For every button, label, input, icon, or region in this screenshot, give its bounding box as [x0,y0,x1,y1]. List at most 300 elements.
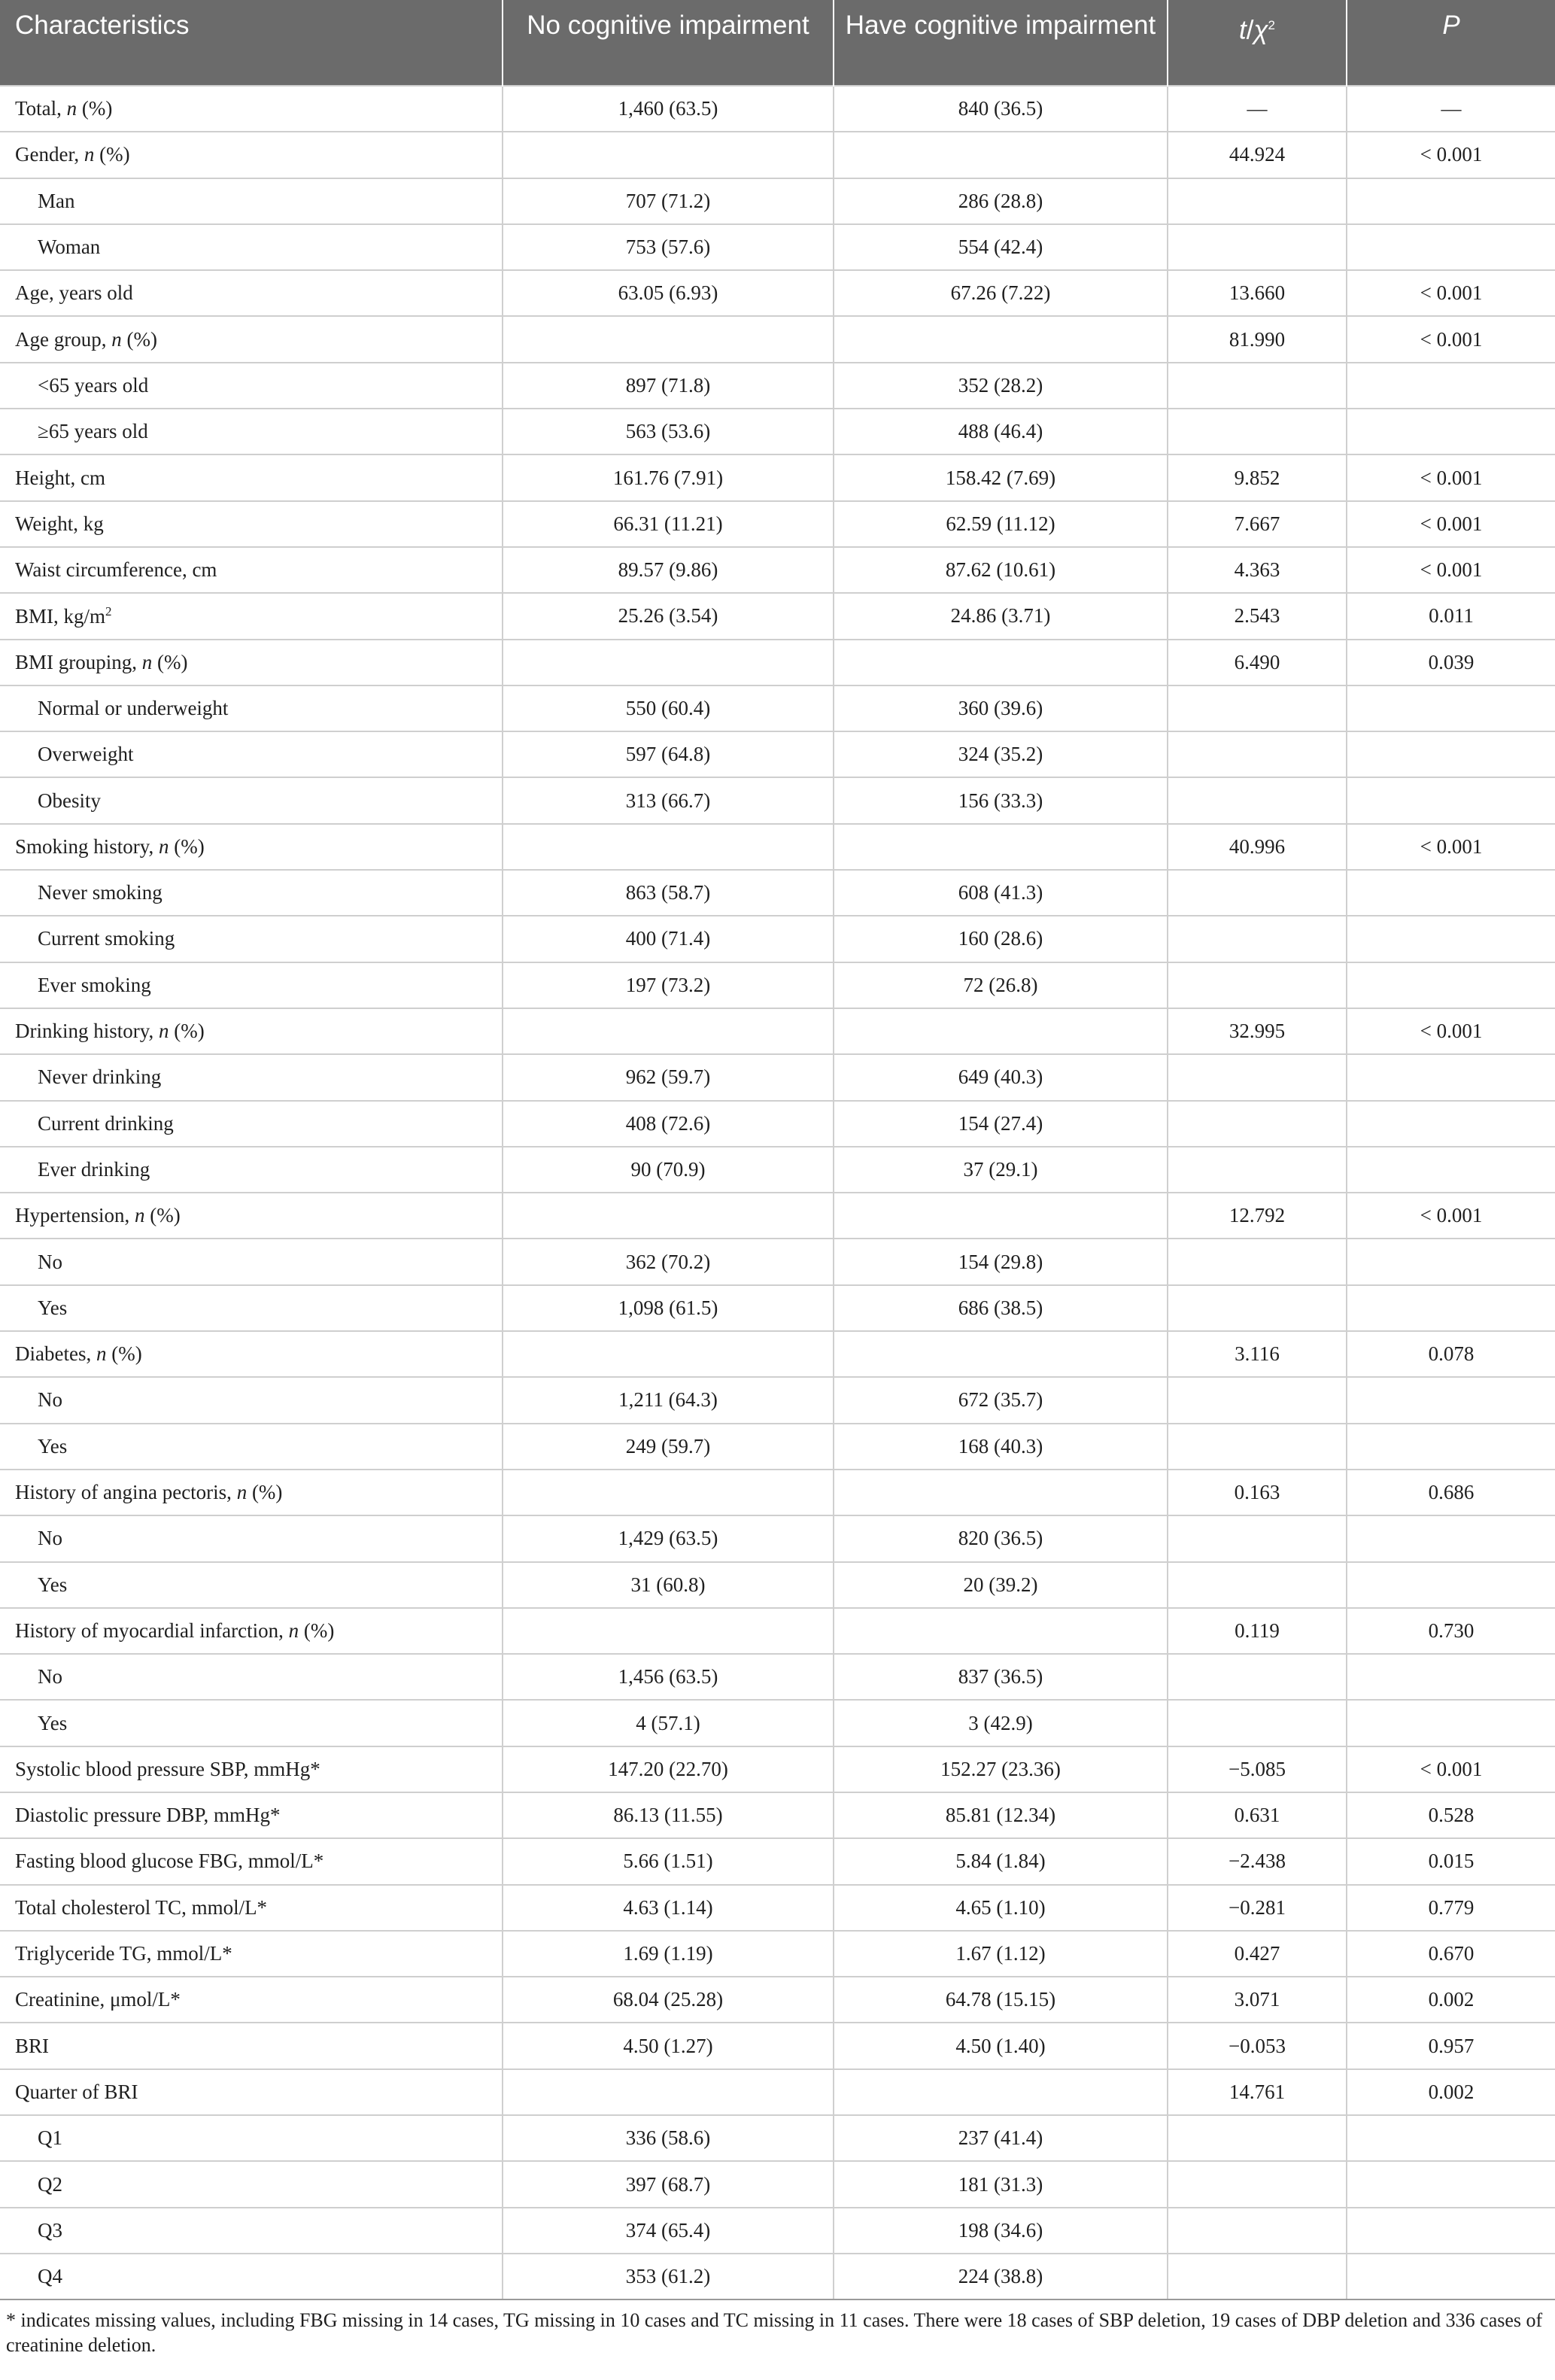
cell-have-cognitive-impairment: 154 (29.8) [834,1239,1168,1284]
row-characteristic [0,409,503,454]
cell-have-cognitive-impairment [834,640,1168,685]
cell-test-statistic [1168,2208,1347,2254]
cell-have-cognitive-impairment: 85.81 (12.34) [834,1792,1168,1838]
characteristic-unit-tail: (%) [299,1619,335,1642]
cell-test-statistic: 40.996 [1168,824,1347,870]
cell-no-cognitive-impairment: 4.50 (1.27) [503,2023,834,2068]
row-characteristic [0,316,503,362]
row-characteristic [0,1562,503,1608]
cell-test-statistic: 12.792 [1168,1193,1347,1239]
header-t-symbol: t [1238,15,1247,45]
cell-have-cognitive-impairment: 168 (40.3) [834,1424,1168,1470]
characteristic-label: BMI, kg/m [15,604,106,628]
characteristic-label: BRI [15,2034,50,2057]
cell-no-cognitive-impairment: 4 (57.1) [503,1700,834,1746]
row-characteristic [0,1285,503,1331]
characteristic-label: Obesity [38,789,101,812]
characteristic-label: Yes [38,1711,68,1734]
row-characteristic [0,1193,503,1239]
cell-have-cognitive-impairment [834,824,1168,870]
table-row [0,1331,1555,1377]
characteristic-label: Man [38,189,75,212]
table-row [0,178,1555,224]
row-characteristic [0,224,503,270]
table-row [0,1562,1555,1608]
row-characteristic [0,1147,503,1193]
cell-p-value: < 0.001 [1347,1008,1555,1054]
characteristic-label: Yes [38,1434,68,1457]
cell-test-statistic [1168,1101,1347,1147]
cell-test-statistic [1168,777,1347,823]
cell-no-cognitive-impairment: 1,456 (63.5) [503,1654,834,1700]
cell-test-statistic: 0.119 [1168,1608,1347,1654]
cell-have-cognitive-impairment: 4.65 (1.10) [834,1885,1168,1931]
row-characteristic [0,1515,503,1561]
cell-have-cognitive-impairment: 87.62 (10.61) [834,547,1168,593]
cell-no-cognitive-impairment [503,640,834,685]
table-row [0,1838,1555,1884]
cell-test-statistic [1168,178,1347,224]
cell-p-value [1347,2208,1555,2254]
table-row [0,870,1555,916]
table-row [0,86,1555,132]
characteristic-label: Waist circumference, cm [15,558,217,582]
table-row [0,2208,1555,2254]
cell-no-cognitive-impairment: 249 (59.7) [503,1424,834,1470]
cell-no-cognitive-impairment: 161.76 (7.91) [503,454,834,500]
cell-no-cognitive-impairment: 1,098 (61.5) [503,1285,834,1331]
cell-have-cognitive-impairment [834,1008,1168,1054]
cell-test-statistic [1168,1285,1347,1331]
row-characteristic [0,1008,503,1054]
characteristic-label: Q2 [38,2172,62,2196]
cell-p-value [1347,224,1555,270]
cell-have-cognitive-impairment: 608 (41.3) [834,870,1168,916]
cell-no-cognitive-impairment: 89.57 (9.86) [503,547,834,593]
cell-no-cognitive-impairment: 563 (53.6) [503,409,834,454]
table-row [0,1101,1555,1147]
characteristic-label: Gender, [15,143,84,166]
cell-test-statistic: 81.990 [1168,316,1347,362]
characteristic-superscript: 2 [105,603,112,619]
table-row [0,1654,1555,1700]
cell-test-statistic: 3.071 [1168,1977,1347,2023]
cell-p-value [1347,777,1555,823]
characteristic-label: Q1 [38,2126,62,2150]
header-chi-exponent: 2 [1268,18,1276,32]
table-row [0,1608,1555,1654]
characteristic-unit-tail: (%) [247,1481,283,1504]
cell-test-statistic: −5.085 [1168,1746,1347,1792]
row-characteristic [0,2023,503,2068]
header-no-cognitive-impairment: No cognitive impairment [503,0,834,86]
table-row [0,824,1555,870]
characteristic-unit-tail: (%) [121,327,157,351]
cell-p-value: 0.011 [1347,593,1555,639]
cell-have-cognitive-impairment: 488 (46.4) [834,409,1168,454]
cell-have-cognitive-impairment: 672 (35.7) [834,1377,1168,1423]
table-body [0,86,1555,2299]
cell-p-value: < 0.001 [1347,547,1555,593]
characteristic-label: Current drinking [38,1111,174,1135]
cell-have-cognitive-impairment: 24.86 (3.71) [834,593,1168,639]
cell-have-cognitive-impairment: 37 (29.1) [834,1147,1168,1193]
characteristic-label: Q4 [38,2265,62,2288]
cell-have-cognitive-impairment: 554 (42.4) [834,224,1168,270]
table-row [0,454,1555,500]
cell-p-value: — [1347,86,1555,132]
cell-test-statistic [1168,2115,1347,2161]
cell-no-cognitive-impairment [503,1193,834,1239]
table-row [0,1285,1555,1331]
cell-test-statistic [1168,363,1347,409]
cell-have-cognitive-impairment: 360 (39.6) [834,685,1168,731]
table-row [0,1008,1555,1054]
cell-test-statistic: 0.631 [1168,1792,1347,1838]
table-row [0,1424,1555,1470]
characteristic-label: Age, years old [15,281,133,305]
cell-test-statistic [1168,1424,1347,1470]
cell-no-cognitive-impairment [503,316,834,362]
cell-have-cognitive-impairment: 224 (38.8) [834,2254,1168,2299]
cell-test-statistic: 6.490 [1168,640,1347,685]
row-characteristic [0,2254,503,2299]
characteristic-label: Never drinking [38,1065,162,1089]
cell-no-cognitive-impairment: 397 (68.7) [503,2161,834,2207]
characteristic-label: Normal or underweight [38,697,229,719]
cell-no-cognitive-impairment: 147.20 (22.70) [503,1746,834,1792]
cell-no-cognitive-impairment: 86.13 (11.55) [503,1792,834,1838]
cell-p-value: 0.670 [1347,1931,1555,1977]
row-characteristic [0,501,503,547]
characteristic-unit-tail: (%) [106,1342,142,1366]
cell-p-value: 0.002 [1347,2069,1555,2115]
table-row [0,409,1555,454]
table-row [0,2254,1555,2299]
cell-have-cognitive-impairment: 5.84 (1.84) [834,1838,1168,1884]
cell-no-cognitive-impairment: 68.04 (25.28) [503,1977,834,2023]
table-footnote: * indicates missing values, including FBG missing in 14 cases, TG missing in 10 cases and TC missing in 11 cases. There were 18 cases of SBP deletion, 19 cases of DBP deletion and 336 cases of creatinine deletion. [6,2309,1543,2357]
characteristic-label: Q3 [38,2218,62,2242]
cell-p-value: < 0.001 [1347,824,1555,870]
cell-no-cognitive-impairment: 400 (71.4) [503,916,834,962]
characteristic-label: Age group, [15,327,112,351]
cell-no-cognitive-impairment [503,1608,834,1654]
characteristic-unit: n [159,1020,169,1043]
row-characteristic [0,1470,503,1515]
row-characteristic [0,132,503,178]
cell-have-cognitive-impairment: 1.67 (1.12) [834,1931,1168,1977]
characteristic-unit: n [236,1481,248,1504]
row-characteristic [0,270,503,316]
characteristic-label: BMI grouping, [15,650,142,673]
cell-p-value [1347,1562,1555,1608]
cell-test-statistic [1168,1147,1347,1193]
characteristic-unit-tail: (%) [152,650,188,673]
cell-p-value [1347,1424,1555,1470]
cell-no-cognitive-impairment: 1,460 (63.5) [503,86,834,132]
cell-p-value: < 0.001 [1347,501,1555,547]
table-row [0,731,1555,777]
cell-p-value: 0.002 [1347,1977,1555,2023]
table-row [0,1931,1555,1977]
cell-have-cognitive-impairment: 649 (40.3) [834,1054,1168,1100]
cell-test-statistic: −0.281 [1168,1885,1347,1931]
table-row [0,1885,1555,1931]
characteristic-label: Ever smoking [38,973,151,996]
characteristic-unit: n [96,1342,107,1366]
cell-p-value [1347,916,1555,962]
table-row [0,224,1555,270]
characteristic-label: Ever drinking [38,1157,150,1181]
characteristic-label: Diastolic pressure DBP, mmHg* [15,1804,281,1827]
characteristic-label: Weight, kg [15,512,104,535]
cell-p-value [1347,870,1555,916]
cell-p-value: < 0.001 [1347,454,1555,500]
row-characteristic [0,731,503,777]
row-characteristic [0,1424,503,1470]
cell-no-cognitive-impairment [503,132,834,178]
characteristic-label: Height, cm [15,466,105,489]
characteristic-label: No [38,1250,62,1273]
cell-test-statistic [1168,1377,1347,1423]
cell-have-cognitive-impairment: 64.78 (15.15) [834,1977,1168,2023]
row-characteristic [0,593,503,639]
cell-test-statistic [1168,2161,1347,2207]
cell-test-statistic [1168,731,1347,777]
row-characteristic [0,1931,503,1977]
characteristic-unit: n [111,327,122,351]
cell-have-cognitive-impairment: 156 (33.3) [834,777,1168,823]
characteristic-label: Diabetes, [15,1342,96,1366]
table-row [0,2115,1555,2161]
characteristic-unit-tail: (%) [144,1204,181,1227]
cell-no-cognitive-impairment: 1,211 (64.3) [503,1377,834,1423]
cell-no-cognitive-impairment: 336 (58.6) [503,2115,834,2161]
header-chi-symbol: χ [1253,15,1268,45]
cell-no-cognitive-impairment: 897 (71.8) [503,363,834,409]
characteristic-label: No [38,1388,62,1412]
cell-have-cognitive-impairment: 160 (28.6) [834,916,1168,962]
row-characteristic [0,2069,503,2115]
characteristic-label: Smoking history, [15,834,159,858]
table-row [0,1377,1555,1423]
cell-p-value: 0.686 [1347,1470,1555,1515]
table-row [0,685,1555,731]
cell-test-statistic [1168,870,1347,916]
cell-have-cognitive-impairment [834,1470,1168,1515]
cell-have-cognitive-impairment: 840 (36.5) [834,86,1168,132]
table-row [0,640,1555,685]
row-characteristic [0,2161,503,2207]
cell-have-cognitive-impairment [834,2069,1168,2115]
cell-test-statistic: 2.543 [1168,593,1347,639]
cell-p-value [1347,409,1555,454]
table-row [0,916,1555,962]
row-characteristic [0,1239,503,1284]
cell-no-cognitive-impairment: 313 (66.7) [503,777,834,823]
table-row [0,270,1555,316]
cell-no-cognitive-impairment [503,2069,834,2115]
cell-test-statistic [1168,1700,1347,1746]
characteristic-label: Current smoking [38,927,175,950]
table-row [0,1515,1555,1561]
cell-no-cognitive-impairment [503,824,834,870]
row-characteristic [0,1654,503,1700]
cell-test-statistic: 9.852 [1168,454,1347,500]
cell-test-statistic [1168,224,1347,270]
table-row [0,501,1555,547]
cell-test-statistic [1168,2254,1347,2299]
table-row [0,1746,1555,1792]
characteristic-unit-tail: (%) [77,97,113,120]
cell-test-statistic: 13.660 [1168,270,1347,316]
table-row [0,962,1555,1008]
cell-test-statistic [1168,962,1347,1008]
row-characteristic [0,547,503,593]
cell-have-cognitive-impairment: 152.27 (23.36) [834,1746,1168,1792]
row-characteristic [0,363,503,409]
cell-have-cognitive-impairment: 20 (39.2) [834,1562,1168,1608]
characteristic-unit-tail: (%) [169,834,205,858]
cell-p-value [1347,685,1555,731]
cell-have-cognitive-impairment: 286 (28.8) [834,178,1168,224]
table-row [0,1193,1555,1239]
cell-no-cognitive-impairment: 90 (70.9) [503,1147,834,1193]
cell-p-value [1347,731,1555,777]
characteristic-unit: n [159,834,169,858]
header-stat-separator: / [1246,15,1254,45]
cell-no-cognitive-impairment: 374 (65.4) [503,2208,834,2254]
cell-no-cognitive-impairment: 753 (57.6) [503,224,834,270]
cell-test-statistic: 7.667 [1168,501,1347,547]
cell-no-cognitive-impairment: 707 (71.2) [503,178,834,224]
characteristic-label: Yes [38,1573,68,1596]
cell-test-statistic [1168,1562,1347,1608]
cell-test-statistic: 4.363 [1168,547,1347,593]
cell-no-cognitive-impairment [503,1470,834,1515]
table-row [0,547,1555,593]
table-row [0,1239,1555,1284]
table-row [0,1054,1555,1100]
cell-no-cognitive-impairment: 362 (70.2) [503,1239,834,1284]
cell-p-value: 0.957 [1347,2023,1555,2068]
cell-no-cognitive-impairment [503,1008,834,1054]
table-header [0,0,1555,86]
cell-have-cognitive-impairment [834,1331,1168,1377]
cell-p-value [1347,2254,1555,2299]
cell-test-statistic [1168,685,1347,731]
characteristic-label: Yes [38,1296,68,1319]
row-characteristic [0,1746,503,1792]
characteristic-label: Creatinine, μmol/L* [15,1988,181,2011]
cell-no-cognitive-impairment: 66.31 (11.21) [503,501,834,547]
cell-p-value: 0.015 [1347,1838,1555,1884]
cell-have-cognitive-impairment: 237 (41.4) [834,2115,1168,2161]
characteristic-unit-tail: (%) [169,1020,205,1043]
row-characteristic [0,1377,503,1423]
characteristic-unit-tail: (%) [94,143,130,166]
cell-p-value [1347,1285,1555,1331]
cell-have-cognitive-impairment: 4.50 (1.40) [834,2023,1168,2068]
characteristic-unit: n [288,1619,299,1642]
row-characteristic [0,178,503,224]
cell-p-value [1347,1654,1555,1700]
cell-no-cognitive-impairment: 597 (64.8) [503,731,834,777]
characteristic-label: Woman [38,236,101,259]
cell-have-cognitive-impairment: 352 (28.2) [834,363,1168,409]
table-row [0,1147,1555,1193]
cell-test-statistic: −2.438 [1168,1838,1347,1884]
cell-have-cognitive-impairment [834,1193,1168,1239]
cell-no-cognitive-impairment: 408 (72.6) [503,1101,834,1147]
table-row [0,363,1555,409]
cell-no-cognitive-impairment: 550 (60.4) [503,685,834,731]
row-characteristic [0,1608,503,1654]
cell-no-cognitive-impairment: 31 (60.8) [503,1562,834,1608]
cell-p-value: < 0.001 [1347,270,1555,316]
characteristic-label: History of myocardial infarction, [15,1619,289,1642]
characteristic-label: ≥65 years old [38,420,148,443]
cell-p-value [1347,1054,1555,1100]
table-row [0,1700,1555,1746]
cell-p-value: 0.528 [1347,1792,1555,1838]
cell-no-cognitive-impairment: 63.05 (6.93) [503,270,834,316]
cell-test-statistic [1168,1239,1347,1284]
cell-test-statistic [1168,1515,1347,1561]
table-row [0,2161,1555,2207]
header-row [0,0,1555,86]
row-characteristic [0,1054,503,1100]
cell-p-value: < 0.001 [1347,316,1555,362]
row-characteristic [0,1885,503,1931]
cell-p-value [1347,363,1555,409]
cell-have-cognitive-impairment: 62.59 (11.12) [834,501,1168,547]
cell-p-value: 0.730 [1347,1608,1555,1654]
cell-p-value: 0.078 [1347,1331,1555,1377]
table-row [0,132,1555,178]
table-row [0,2023,1555,2068]
header-have-cognitive-impairment: Have cognitive impairment [834,0,1168,86]
cell-p-value [1347,1700,1555,1746]
characteristic-label: Systolic blood pressure SBP, mmHg* [15,1757,320,1780]
characteristic-label: Total cholesterol TC, mmol/L* [15,1895,268,1919]
characteristic-unit: n [141,650,153,673]
cell-no-cognitive-impairment: 4.63 (1.14) [503,1885,834,1931]
cell-p-value [1347,962,1555,1008]
cell-test-statistic: 0.163 [1168,1470,1347,1515]
cell-test-statistic: 0.427 [1168,1931,1347,1977]
cell-p-value: < 0.001 [1347,1193,1555,1239]
cell-test-statistic: — [1168,86,1347,132]
row-characteristic [0,640,503,685]
table-row [0,1792,1555,1838]
cell-p-value [1347,178,1555,224]
cell-have-cognitive-impairment: 324 (35.2) [834,731,1168,777]
cell-p-value: 0.039 [1347,640,1555,685]
characteristic-label: Total, [15,97,67,120]
cell-have-cognitive-impairment: 198 (34.6) [834,2208,1168,2254]
cell-no-cognitive-impairment: 5.66 (1.51) [503,1838,834,1884]
cell-have-cognitive-impairment: 181 (31.3) [834,2161,1168,2207]
characteristic-label: Overweight [38,743,134,766]
table-row [0,593,1555,639]
cell-p-value [1347,1515,1555,1561]
cell-have-cognitive-impairment: 837 (36.5) [834,1654,1168,1700]
cell-no-cognitive-impairment: 863 (58.7) [503,870,834,916]
cell-have-cognitive-impairment: 686 (38.5) [834,1285,1168,1331]
table-row [0,777,1555,823]
